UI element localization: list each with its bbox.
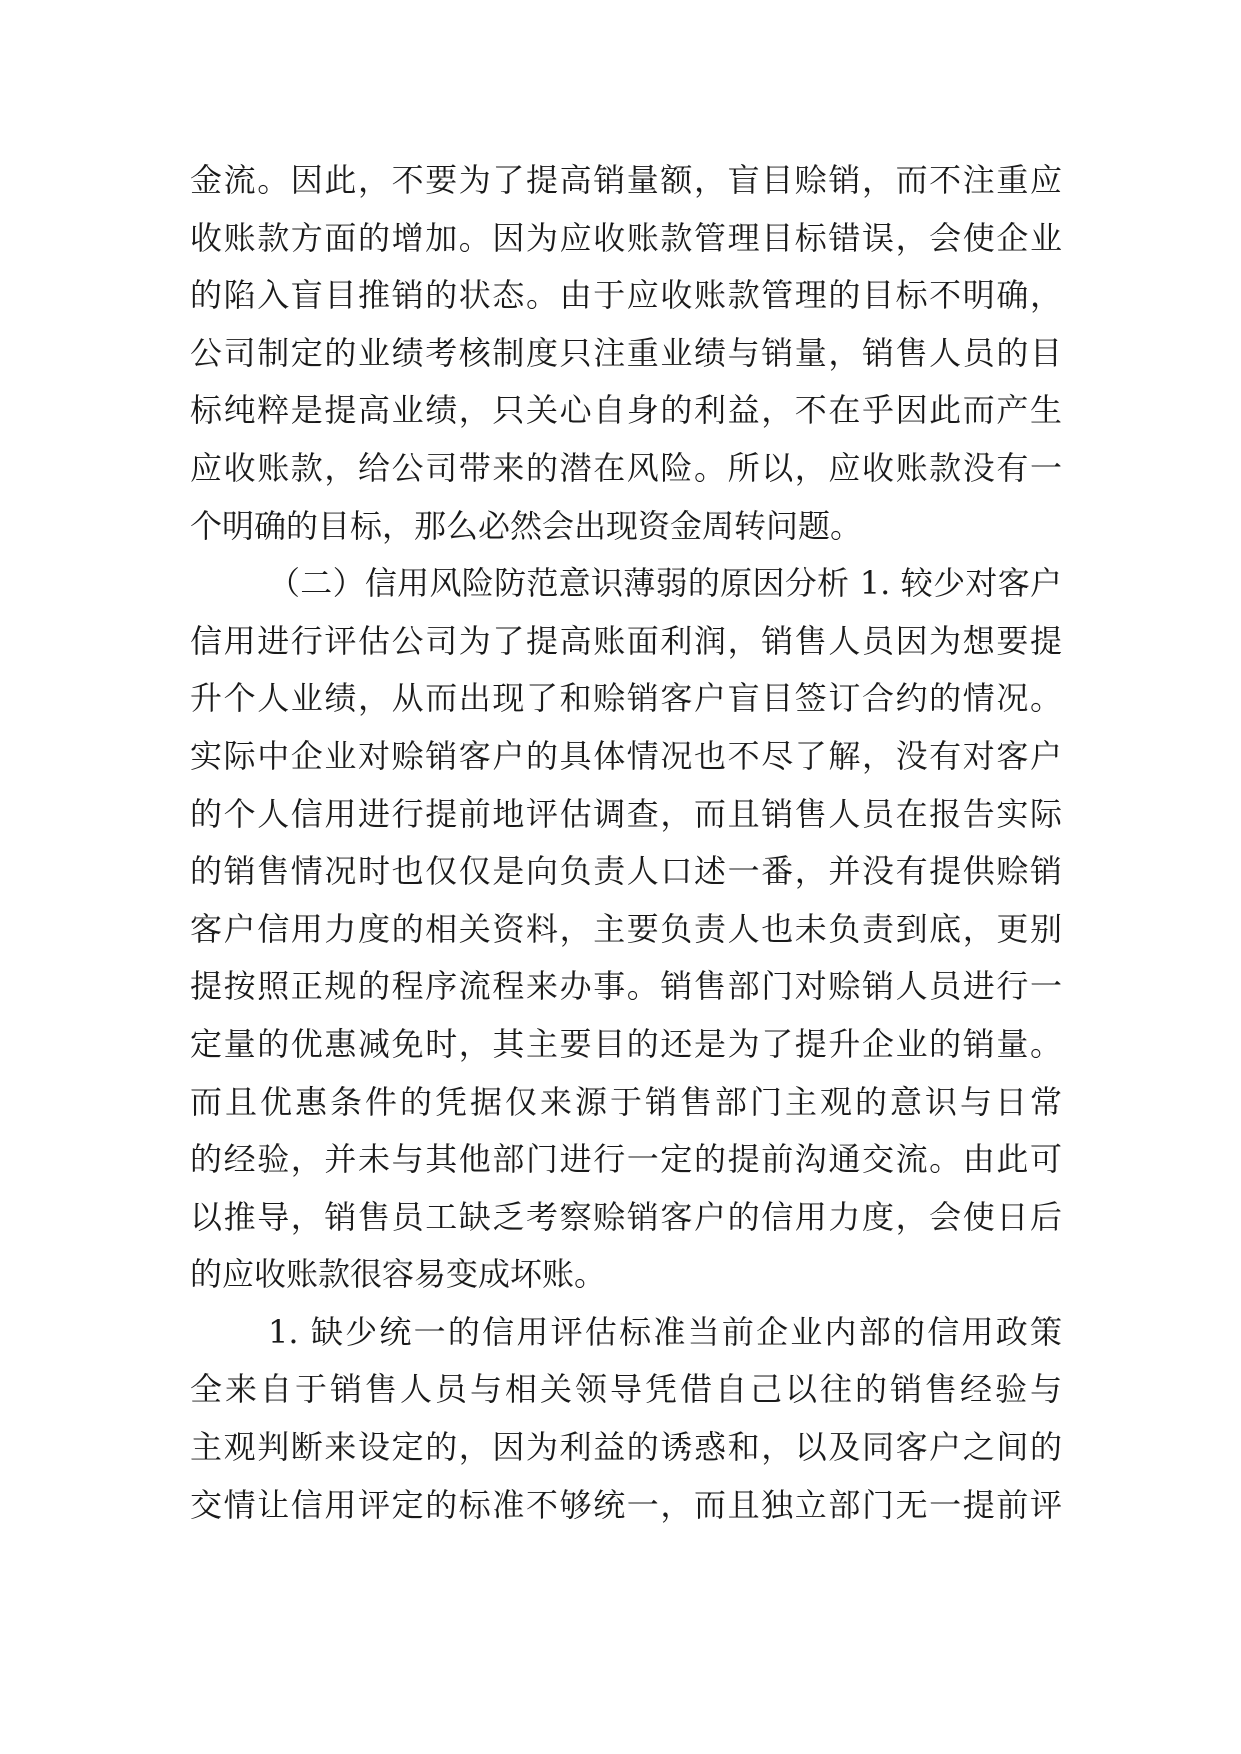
text-line: 实际中企业对赊销客户的具体情况也不尽了解，没有对客户: [190, 736, 1062, 775]
text-line: 以推导，销售员工缺乏考察赊销客户的信用力度，会使日后: [190, 1197, 1062, 1236]
text-line: 的应收账款很容易变成坏账。: [190, 1255, 607, 1294]
document-body-text: [190, 152, 1062, 1534]
text-line: 收账款方面的增加。因为应收账款管理目标错误，会使企业: [190, 218, 1062, 257]
text-line: 的个人信用进行提前地评估调查，而且销售人员在报告实际: [190, 794, 1062, 833]
text-line: 交情让信用评定的标准不够统一，而且独立部门无一提前评: [190, 1485, 1062, 1524]
text-line: 客户信用力度的相关资料，主要负责人也未负责到底，更别: [190, 909, 1062, 948]
text-line: 标纯粹是提高业绩，只关心自身的利益，不在乎因此而产生: [190, 391, 1062, 430]
text-line: 个明确的目标，那么必然会出现资金周转问题。: [190, 506, 863, 545]
text-line: 而且优惠条件的凭据仅来源于销售部门主观的意识与日常: [190, 1082, 1062, 1121]
text-line: 信用进行评估公司为了提高账面利润，销售人员因为想要提: [190, 621, 1062, 660]
text-line: 的经验，并未与其他部门进行一定的提前沟通交流。由此可: [190, 1140, 1062, 1179]
text-line: （二）信用风险防范意识薄弱的原因分析 1. 较少对客户: [268, 564, 1062, 603]
text-line: 公司制定的业绩考核制度只注重业绩与销量，销售人员的目: [190, 333, 1062, 372]
text-line: 全来自于销售人员与相关领导凭借自己以往的销售经验与: [190, 1370, 1062, 1409]
text-line: 定量的优惠减免时，其主要目的还是为了提升企业的销量。: [190, 1024, 1062, 1063]
text-line: 的陷入盲目推销的状态。由于应收账款管理的目标不明确，: [190, 276, 1062, 315]
text-line: 应收账款，给公司带来的潜在风险。所以，应收账款没有一: [190, 448, 1062, 487]
text-line: 提按照正规的程序流程来办事。销售部门对赊销人员进行一: [190, 967, 1062, 1006]
text-line: 1. 缺少统一的信用评估标准当前企业内部的信用政策: [268, 1312, 1062, 1351]
text-line: 升个人业绩，从而出现了和赊销客户盲目签订合约的情况。: [190, 679, 1062, 718]
text-line: 主观判断来设定的，因为利益的诱惑和，以及同客户之间的: [190, 1428, 1062, 1467]
text-line: 金流。因此，不要为了提高销量额，盲目赊销，而不注重应: [190, 161, 1062, 199]
text-line: 的销售情况时也仅仅是向负责人口述一番，并没有提供赊销: [190, 852, 1062, 891]
